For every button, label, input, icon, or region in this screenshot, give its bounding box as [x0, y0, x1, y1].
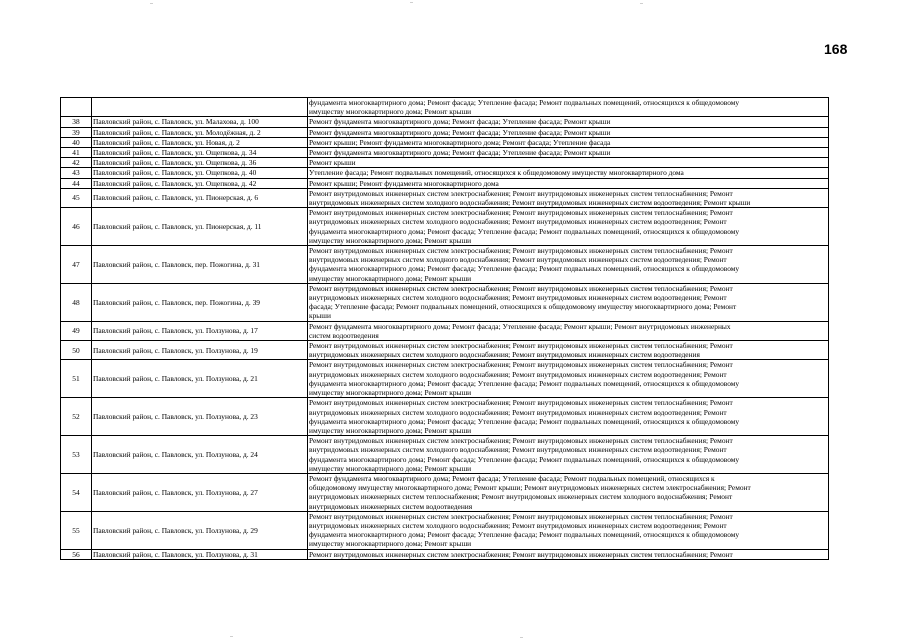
- work-line: Ремонт фундамента многоквартирного дома; Ремонт фасада; Утепление фасада; Ремонт крыши: [309, 148, 611, 158]
- work-line: фундамента многоквартирного дома; Ремонт фасада; Утепление фасада; Ремонт подвальных помещений, относящихся к общедомовому: [309, 264, 740, 274]
- row-works: [308, 246, 829, 284]
- row-number: 50: [61, 341, 92, 360]
- row-address: Павловский район, с. Павловск, ул. Малахова, д. 100: [92, 117, 308, 127]
- work-line: внутридомовых инженерных систем теплоснабжения; Ремонт внутридомовых инженерных систем холодного водоснабжения; Ремонт: [309, 492, 733, 502]
- row-number: 45: [61, 188, 92, 207]
- row-address: [92, 98, 308, 117]
- row-works: [308, 158, 829, 168]
- table-row: [61, 341, 829, 360]
- scan-artifact: [410, 2, 413, 3]
- works-table-body: [61, 98, 829, 560]
- work-line: Ремонт фундамента многоквартирного дома; Ремонт фасада; Утепление фасада; Ремонт крыши: [309, 127, 611, 137]
- work-line: Ремонт фундамента многоквартирного дома; Ремонт фасада; Утепление фасада; Ремонт крыши: [309, 117, 611, 127]
- table-row: [61, 137, 829, 147]
- row-address: Павловский район, с. Павловск, пер. Пожогина, д. 31: [92, 246, 308, 284]
- row-address: Павловский район, с. Павловск, ул. Новая, д. 2: [92, 137, 308, 147]
- work-line: имуществу многоквартирного дома; Ремонт крыши: [309, 539, 472, 549]
- table-row: [61, 321, 829, 340]
- work-line: фундамента многоквартирного дома; Ремонт фасада; Утепление фасада; Ремонт подвальных помещений, относящихся к общедомовому: [309, 98, 740, 107]
- table-row: [61, 178, 829, 188]
- work-line: общедомовому имуществу многоквартирного дома; Ремонт крыши; Ремонт внутридомовых инженерных систем электроснабжения; Ремонт: [309, 483, 751, 493]
- table-row: [61, 473, 829, 511]
- work-line: внутридомовых инженерных систем холодного водоснабжения; Ремонт внутридомовых инженерных систем водоотведения; Ремонт: [309, 407, 727, 417]
- row-number: 56: [61, 549, 92, 559]
- works-table: [60, 97, 829, 560]
- scan-artifact: [520, 637, 523, 638]
- work-line: Ремонт крыши: [309, 158, 356, 168]
- row-address: Павловский район, с. Павловск, ул. Молодёжная, д. 2: [92, 127, 308, 137]
- work-line: Ремонт крыши; Ремонт фундамента многоквартирного дома; Ремонт фасада; Утепление фасада: [309, 137, 611, 147]
- row-address: Павловский район, с. Павловск, ул. Ощепкова, д. 40: [92, 168, 308, 178]
- row-address: Павловский район, с. Павловск, ул. Ощепкова, д. 36: [92, 158, 308, 168]
- work-line: фундамента многоквартирного дома; Ремонт фасада; Утепление фасада; Ремонт подвальных помещений, относящихся к общедомовому: [309, 454, 740, 464]
- row-address: Павловский район, с. Павловск, ул. Пионерская, д. 6: [92, 188, 308, 207]
- work-line: внутридомовых инженерных систем холодного водоснабжения; Ремонт внутридомовых инженерных систем водоотведения; Ремонт: [309, 520, 727, 530]
- work-line: Ремонт внутридомовых инженерных систем электроснабжения; Ремонт внутридомовых инженерных систем теплоснабжения; Ремонт: [309, 283, 733, 293]
- work-line: Утепление фасада; Ремонт подвальных помещений, относящихся к общедомовому имуществу многоквартирного дома: [309, 168, 684, 178]
- work-line: Ремонт внутридомовых инженерных систем электроснабжения; Ремонт внутридомовых инженерных систем теплоснабжения; Ремонт: [309, 436, 733, 446]
- row-works: [308, 127, 829, 137]
- work-line: Ремонт крыши; Ремонт фундамента многоквартирного дома: [309, 178, 499, 188]
- table-row: [61, 127, 829, 137]
- work-line: Ремонт внутридомовых инженерных систем электроснабжения; Ремонт внутридомовых инженерных систем теплоснабжения; Ремонт: [309, 398, 733, 408]
- row-address: Павловский район, с. Павловск, ул. Ползунова, д. 31: [92, 549, 308, 559]
- work-line: внутридомовых инженерных систем холодного водоснабжения; Ремонт внутридомовых инженерных систем водоотведения; Ремонт: [309, 217, 727, 227]
- row-number: 46: [61, 208, 92, 246]
- table-row: [61, 549, 829, 559]
- table-row: [61, 208, 829, 246]
- table-row: [61, 398, 829, 436]
- work-line: внутридомовых инженерных систем холодного водоснабжения; Ремонт внутридомовых инженерных систем водоотведения; Ремонт крыши: [309, 198, 751, 208]
- work-line: фасада; Утепление фасада; Ремонт подвальных помещений, относящихся к общедомовому имуществу многоквартирного дома; Ремонт: [309, 302, 737, 312]
- table-row: [61, 283, 829, 321]
- row-works: [308, 341, 829, 360]
- table-row: [61, 360, 829, 398]
- row-works: [308, 321, 829, 340]
- work-line: фундамента многоквартирного дома; Ремонт фасада; Утепление фасада; Ремонт подвальных помещений, относящихся к общедомовому: [309, 416, 740, 426]
- scan-artifact: [640, 3, 643, 4]
- row-number: 51: [61, 360, 92, 398]
- table-row: [61, 246, 829, 284]
- row-number: 42: [61, 158, 92, 168]
- work-line: имуществу многоквартирного дома; Ремонт крыши: [309, 463, 472, 473]
- row-works: [308, 398, 829, 436]
- row-number: 43: [61, 168, 92, 178]
- work-line: внутридомовых инженерных систем холодного водоснабжения; Ремонт внутридомовых инженерных систем водоотведения: [309, 350, 700, 360]
- work-line: внутридомовых инженерных систем водоотведения: [309, 501, 473, 511]
- work-line: имуществу многоквартирного дома; Ремонт крыши: [309, 235, 472, 245]
- table-row: [61, 117, 829, 127]
- work-line: Ремонт внутридомовых инженерных систем электроснабжения; Ремонт внутридомовых инженерных систем теплоснабжения; Ремонт: [309, 360, 733, 370]
- row-address: Павловский район, с. Павловск, ул. Пионерская, д. 11: [92, 208, 308, 246]
- row-number: 48: [61, 283, 92, 321]
- row-address: Павловский район, с. Павловск, ул. Ощепкова, д. 34: [92, 148, 308, 158]
- work-line: имуществу многоквартирного дома; Ремонт крыши: [309, 107, 472, 117]
- row-works: [308, 208, 829, 246]
- row-address: Павловский район, с. Павловск, ул. Ползунова, д. 23: [92, 398, 308, 436]
- row-number: 47: [61, 246, 92, 284]
- row-number: [61, 98, 92, 117]
- row-works: [308, 148, 829, 158]
- page-number: 168: [824, 41, 848, 57]
- row-works: [308, 178, 829, 188]
- row-number: 53: [61, 436, 92, 474]
- row-number: 44: [61, 178, 92, 188]
- work-line: Ремонт внутридомовых инженерных систем электроснабжения; Ремонт внутридомовых инженерных систем теплоснабжения; Ремонт: [309, 188, 733, 198]
- row-number: 54: [61, 473, 92, 511]
- work-line: имуществу многоквартирного дома; Ремонт крыши: [309, 425, 472, 435]
- row-address: Павловский район, с. Павловск, ул. Ползунова, д. 17: [92, 321, 308, 340]
- row-address: Павловский район, с. Павловск, ул. Ползунова, д. 21: [92, 360, 308, 398]
- table-row: [61, 158, 829, 168]
- work-line: имуществу многоквартирного дома; Ремонт крыши: [309, 388, 472, 398]
- row-address: Павловский район, с. Павловск, ул. Ползунова, д. 19: [92, 341, 308, 360]
- row-works: [308, 137, 829, 147]
- row-address: Павловский район, с. Павловск, ул. Ощепкова, д. 42: [92, 178, 308, 188]
- row-number: 40: [61, 137, 92, 147]
- row-address: Павловский район, с. Павловск, пер. Пожогина, д. 39: [92, 283, 308, 321]
- row-address: Павловский район, с. Павловск, ул. Ползунова, д. 24: [92, 436, 308, 474]
- table-row: [61, 188, 829, 207]
- scan-artifact: [150, 3, 153, 4]
- row-works: [308, 549, 829, 559]
- work-line: фундамента многоквартирного дома; Ремонт фасада; Утепление фасада; Ремонт подвальных помещений, относящихся к общедомовому: [309, 378, 740, 388]
- row-address: Павловский район, с. Павловск, ул. Ползунова, д. 29: [92, 511, 308, 549]
- work-line: крыши: [309, 311, 331, 321]
- table-row: [61, 148, 829, 158]
- work-line: фундамента многоквартирного дома; Ремонт фасада; Утепление фасада; Ремонт подвальных помещений, относящихся к общедомовому: [309, 226, 740, 236]
- row-number: 49: [61, 321, 92, 340]
- work-line: внутридомовых инженерных систем холодного водоснабжения; Ремонт внутридомовых инженерных систем водоотведения; Ремонт: [309, 255, 727, 265]
- work-line: имуществу многоквартирного дома; Ремонт крыши: [309, 273, 472, 283]
- table-row: [61, 98, 829, 117]
- work-line: Ремонт внутридомовых инженерных систем электроснабжения; Ремонт внутридомовых инженерных систем теплоснабжения; Ремонт: [309, 341, 733, 351]
- row-works: [308, 168, 829, 178]
- scan-artifact: [230, 636, 233, 637]
- table-row: [61, 168, 829, 178]
- row-number: 38: [61, 117, 92, 127]
- row-number: 55: [61, 511, 92, 549]
- work-line: фундамента многоквартирного дома; Ремонт фасада; Утепление фасада; Ремонт подвальных помещений, относящихся к общедомовому: [309, 530, 740, 540]
- work-line: Ремонт фундамента многоквартирного дома; Ремонт фасада; Утепление фасада; Ремонт подвальных помещений, относящихся к: [309, 473, 715, 483]
- work-line: Ремонт внутридомовых инженерных систем электроснабжения; Ремонт внутридомовых инженерных систем теплоснабжения; Ремонт: [309, 549, 733, 559]
- row-number: 41: [61, 148, 92, 158]
- row-works: [308, 473, 829, 511]
- row-works: [308, 188, 829, 207]
- work-line: Ремонт внутридомовых инженерных систем электроснабжения; Ремонт внутридомовых инженерных систем теплоснабжения; Ремонт: [309, 246, 733, 256]
- work-line: внутридомовых инженерных систем холодного водоснабжения; Ремонт внутридомовых инженерных систем водоотведения; Ремонт: [309, 369, 727, 379]
- row-works: [308, 436, 829, 474]
- row-works: [308, 360, 829, 398]
- row-address: Павловский район, с. Павловск, ул. Ползунова, д. 27: [92, 473, 308, 511]
- table-row: [61, 436, 829, 474]
- work-line: внутридомовых инженерных систем холодного водоснабжения; Ремонт внутридомовых инженерных систем водоотведения; Ремонт: [309, 445, 727, 455]
- work-line: Ремонт фундамента многоквартирного дома; Ремонт фасада; Утепление фасада; Ремонт крыши; Ремонт внутридомовых инженерных: [309, 321, 731, 331]
- row-works: [308, 283, 829, 321]
- work-line: Ремонт внутридомовых инженерных систем электроснабжения; Ремонт внутридомовых инженерных систем теплоснабжения; Ремонт: [309, 208, 733, 218]
- row-number: 39: [61, 127, 92, 137]
- row-works: [308, 117, 829, 127]
- row-number: 52: [61, 398, 92, 436]
- row-works: [308, 98, 829, 117]
- work-line: внутридомовых инженерных систем холодного водоснабжения; Ремонт внутридомовых инженерных систем водоотведения; Ремонт: [309, 293, 727, 303]
- work-line: Ремонт внутридомовых инженерных систем электроснабжения; Ремонт внутридомовых инженерных систем теплоснабжения; Ремонт: [309, 511, 733, 521]
- work-line: систем водоотведения: [309, 330, 379, 340]
- row-works: [308, 511, 829, 549]
- table-row: [61, 511, 829, 549]
